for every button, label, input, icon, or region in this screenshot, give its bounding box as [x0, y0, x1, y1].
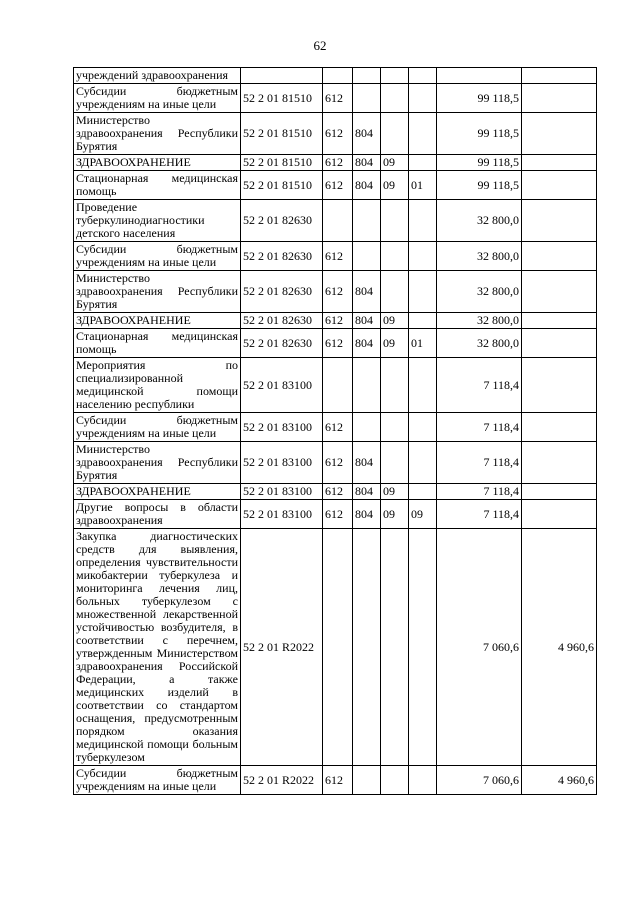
- cell-name: Субсидии бюджетным учреждениям на иные цели: [74, 84, 241, 113]
- cell-rz: [381, 113, 409, 155]
- cell-sum2: [522, 271, 597, 313]
- cell-sum2: [522, 500, 597, 529]
- cell-sum2: 4 960,6: [522, 529, 597, 766]
- cell-sum1: 32 800,0: [437, 200, 522, 242]
- cell-rz: 09: [381, 484, 409, 500]
- cell-gr: 804: [353, 484, 381, 500]
- cell-pr: [409, 155, 437, 171]
- cell-sum1: 32 800,0: [437, 242, 522, 271]
- table-row: [74, 313, 597, 329]
- cell-vr: 612: [323, 242, 353, 271]
- cell-rz: [381, 84, 409, 113]
- cell-vr: 612: [323, 766, 353, 795]
- cell-pr: [409, 200, 437, 242]
- cell-code: 52 2 01 R2022: [241, 766, 323, 795]
- cell-gr: 804: [353, 171, 381, 200]
- cell-rz: [381, 358, 409, 413]
- cell-vr: [323, 529, 353, 766]
- table-row: [74, 358, 597, 413]
- cell-gr: 804: [353, 155, 381, 171]
- cell-code: 52 2 01 83100: [241, 442, 323, 484]
- cell-code: 52 2 01 82630: [241, 200, 323, 242]
- cell-pr: [409, 313, 437, 329]
- cell-vr: 612: [323, 271, 353, 313]
- cell-sum2: [522, 242, 597, 271]
- cell-sum1: 7 118,4: [437, 413, 522, 442]
- table-row: [74, 84, 597, 113]
- cell-code: 52 2 01 82630: [241, 271, 323, 313]
- budget-table: [73, 67, 597, 795]
- cell-pr: 09: [409, 500, 437, 529]
- cell-vr: 612: [323, 171, 353, 200]
- cell-gr: 804: [353, 500, 381, 529]
- cell-sum2: [522, 155, 597, 171]
- cell-sum1: 7 118,4: [437, 442, 522, 484]
- cell-pr: [409, 271, 437, 313]
- cell-rz: [381, 271, 409, 313]
- table-row: [74, 500, 597, 529]
- cell-pr: 01: [409, 329, 437, 358]
- cell-name: Субсидии бюджетным учреждениям на иные цели: [74, 413, 241, 442]
- cell-rz: 09: [381, 313, 409, 329]
- cell-pr: [409, 113, 437, 155]
- cell-gr: [353, 68, 381, 84]
- cell-rz: 09: [381, 329, 409, 358]
- cell-name: ЗДРАВООХРАНЕНИЕ: [74, 313, 241, 329]
- table-row: [74, 155, 597, 171]
- cell-sum2: [522, 313, 597, 329]
- table-row: [74, 68, 597, 84]
- cell-name: Закупка диагностических средств для выявления, определения чувствительности микобактерии туберкулеза и мониторинга лечения лиц, больных туберкулезом с множественной лекарственной устойчивостью возбудителя, в соответствии с перечнем, утвержденным Министерством здравоохранения Российской Федерации, а также медицинских изделий в соответствии со стандартом оснащения, предусмотренным порядком оказания медицинской помощи больным туберкулезом: [74, 529, 241, 766]
- cell-code: 52 2 01 83100: [241, 500, 323, 529]
- cell-code: 52 2 01 83100: [241, 413, 323, 442]
- cell-vr: 612: [323, 442, 353, 484]
- cell-name: Стационарная медицинская помощь: [74, 171, 241, 200]
- cell-sum2: 4 960,6: [522, 766, 597, 795]
- cell-gr: [353, 242, 381, 271]
- table-row: [74, 271, 597, 313]
- cell-pr: 01: [409, 171, 437, 200]
- cell-rz: [381, 413, 409, 442]
- cell-name: Субсидии бюджетным учреждениям на иные цели: [74, 242, 241, 271]
- cell-sum2: [522, 113, 597, 155]
- cell-code: 52 2 01 82630: [241, 242, 323, 271]
- cell-sum2: [522, 484, 597, 500]
- cell-sum1: 99 118,5: [437, 155, 522, 171]
- cell-sum2: [522, 358, 597, 413]
- cell-rz: 09: [381, 500, 409, 529]
- cell-code: 52 2 01 82630: [241, 313, 323, 329]
- cell-vr: 612: [323, 84, 353, 113]
- cell-vr: 612: [323, 500, 353, 529]
- cell-code: 52 2 01 81510: [241, 84, 323, 113]
- cell-name: Стационарная медицинская помощь: [74, 329, 241, 358]
- table-row: [74, 484, 597, 500]
- cell-sum1: [437, 68, 522, 84]
- cell-code: 52 2 01 R2022: [241, 529, 323, 766]
- cell-code: 52 2 01 82630: [241, 329, 323, 358]
- cell-gr: [353, 766, 381, 795]
- cell-rz: [381, 68, 409, 84]
- cell-gr: [353, 413, 381, 442]
- cell-vr: 612: [323, 155, 353, 171]
- cell-name: Проведение туберкулинодиагностики детского населения: [74, 200, 241, 242]
- table-row: [74, 113, 597, 155]
- cell-rz: [381, 529, 409, 766]
- table-row: [74, 242, 597, 271]
- cell-rz: [381, 242, 409, 271]
- cell-sum1: 99 118,5: [437, 171, 522, 200]
- cell-gr: 804: [353, 271, 381, 313]
- cell-sum2: [522, 329, 597, 358]
- cell-name: Министерство здравоохранения Республики Бурятия: [74, 113, 241, 155]
- cell-vr: 612: [323, 484, 353, 500]
- cell-code: 52 2 01 81510: [241, 171, 323, 200]
- cell-sum1: 7 118,4: [437, 484, 522, 500]
- cell-pr: [409, 413, 437, 442]
- cell-code: 52 2 01 83100: [241, 358, 323, 413]
- cell-rz: [381, 200, 409, 242]
- cell-sum2: [522, 84, 597, 113]
- cell-name: Министерство здравоохранения Республики Бурятия: [74, 442, 241, 484]
- cell-sum1: 7 060,6: [437, 766, 522, 795]
- cell-sum1: 7 118,4: [437, 358, 522, 413]
- cell-name: Субсидии бюджетным учреждениям на иные цели: [74, 766, 241, 795]
- cell-sum1: 32 800,0: [437, 329, 522, 358]
- cell-code: 52 2 01 83100: [241, 484, 323, 500]
- cell-rz: 09: [381, 171, 409, 200]
- page-number: 62: [313, 38, 327, 53]
- cell-vr: 612: [323, 413, 353, 442]
- cell-pr: [409, 242, 437, 271]
- cell-sum2: [522, 171, 597, 200]
- cell-code: 52 2 01 81510: [241, 113, 323, 155]
- cell-sum1: 32 800,0: [437, 271, 522, 313]
- cell-name: ЗДРАВООХРАНЕНИЕ: [74, 155, 241, 171]
- cell-name: Министерство здравоохранения Республики Бурятия: [74, 271, 241, 313]
- cell-name: учреждений здравоохранения: [74, 68, 241, 84]
- cell-gr: [353, 358, 381, 413]
- cell-sum2: [522, 68, 597, 84]
- cell-sum2: [522, 413, 597, 442]
- cell-gr: 804: [353, 442, 381, 484]
- table-row: [74, 413, 597, 442]
- cell-pr: [409, 766, 437, 795]
- cell-rz: [381, 766, 409, 795]
- cell-gr: 804: [353, 313, 381, 329]
- cell-rz: 09: [381, 155, 409, 171]
- cell-pr: [409, 68, 437, 84]
- table-row: [74, 766, 597, 795]
- cell-sum2: [522, 200, 597, 242]
- cell-vr: 612: [323, 329, 353, 358]
- cell-sum1: 7 118,4: [437, 500, 522, 529]
- cell-vr: [323, 68, 353, 84]
- cell-gr: [353, 529, 381, 766]
- cell-vr: 612: [323, 313, 353, 329]
- cell-code: [241, 68, 323, 84]
- cell-sum2: [522, 442, 597, 484]
- table-row: [74, 329, 597, 358]
- cell-vr: [323, 200, 353, 242]
- table-row: [74, 171, 597, 200]
- cell-sum1: 32 800,0: [437, 313, 522, 329]
- table-row: [74, 442, 597, 484]
- cell-vr: [323, 358, 353, 413]
- cell-vr: 612: [323, 113, 353, 155]
- cell-name: ЗДРАВООХРАНЕНИЕ: [74, 484, 241, 500]
- table-row: [74, 200, 597, 242]
- cell-gr: [353, 84, 381, 113]
- cell-gr: [353, 200, 381, 242]
- cell-sum1: 99 118,5: [437, 113, 522, 155]
- cell-name: Другие вопросы в области здравоохранения: [74, 500, 241, 529]
- cell-rz: [381, 442, 409, 484]
- cell-pr: [409, 84, 437, 113]
- cell-name: Мероприятия по специализированной медицинской помощи населению республики: [74, 358, 241, 413]
- cell-pr: [409, 529, 437, 766]
- cell-gr: 804: [353, 329, 381, 358]
- cell-sum1: 99 118,5: [437, 84, 522, 113]
- table-row: [74, 529, 597, 766]
- cell-pr: [409, 358, 437, 413]
- cell-pr: [409, 484, 437, 500]
- cell-pr: [409, 442, 437, 484]
- cell-sum1: 7 060,6: [437, 529, 522, 766]
- cell-code: 52 2 01 81510: [241, 155, 323, 171]
- cell-gr: 804: [353, 113, 381, 155]
